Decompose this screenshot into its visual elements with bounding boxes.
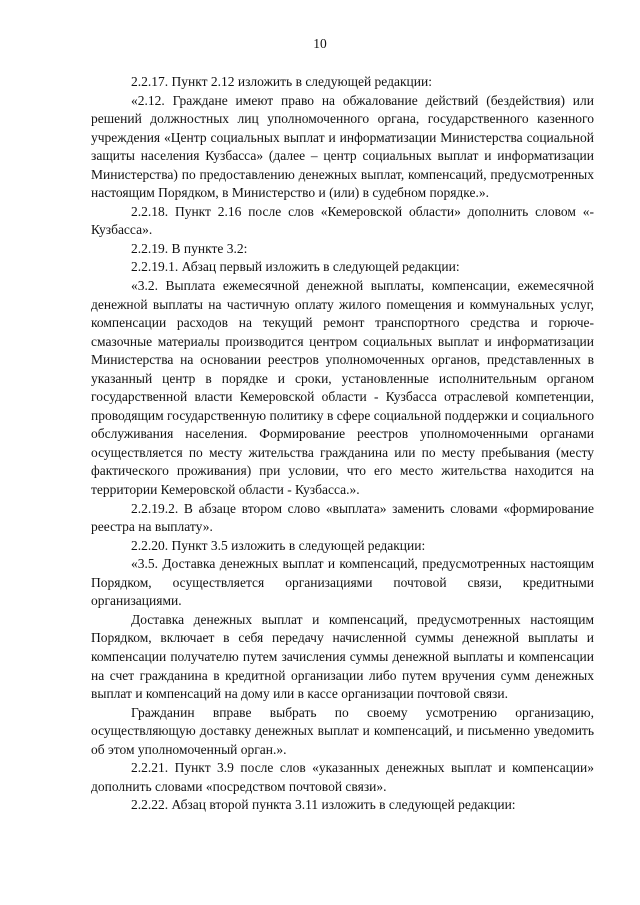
paragraph: 2.2.17. Пункт 2.12 изложить в следующей редакции: xyxy=(131,74,432,89)
paragraph: Доставка денежных выплат и компенсаций, предусмотренных настоящим Порядком, включает в себя передачу начисленной суммы денежной выплаты и компенсации получателю путем зачисления суммы денежной выплаты и компенсации на счет гражданина в кредитной организации либо путем вручения сумм денежных выплат и компенсаций на дому или в кассе организации почтовой связи. xyxy=(91,611,594,702)
page-number: 10 xyxy=(313,36,327,51)
paragraph: 2.2.19. В пункте 3.2: xyxy=(131,240,248,256)
paragraph: 2.2.19.2. В абзаце втором слово «выплата» заменить словами «формирование реестра на выплату». xyxy=(91,500,594,535)
paragraph: 2.2.22. Абзац второй пункта 3.11 изложить в следующей редакции: xyxy=(131,797,516,813)
paragraph: 2.2.21. Пункт 3.9 после слов «указанных денежных выплат и компенсации» дополнить словами «посредством почтовой связи». xyxy=(91,760,594,794)
paragraph: 2.2.20. Пункт 3.5 изложить в следующей редакции: xyxy=(131,537,426,553)
paragraph: «3.5. Доставка денежных выплат и компенсаций, предусмотренных настоящим Порядком, осуществляется организациями почтовой связи, кредитными организациями. xyxy=(91,556,594,609)
paragraph: 2.2.19.1. Абзац первый изложить в следующей редакции: xyxy=(131,259,460,275)
paragraph: Гражданин вправе выбрать по своему усмотрению организацию, осуществляющую доставку денежных выплат и компенсаций, и письменно уведомить об этом уполномоченный орган.». xyxy=(91,704,594,757)
paragraph: «2.12. Граждане имеют право на обжалование действий (бездействия) или решений должностных лиц уполномоченного органа, государственного казенного учреждения «Центр социальных выплат и информатизации Министерства социальной защиты населения Кузбасса» (далее – центр социальных выплат и информатизации Министерства) по предоставлению денежных выплат, компенсаций, предусмотренных настоящим Порядком, в Министерство и (или) в судебном порядке.». xyxy=(91,92,594,201)
paragraph: «3.2. Выплата ежемесячной денежной выплаты, компенсации, ежемесячной денежной выплаты на частичную оплату жилого помещения и коммунальных услуг, компенсации расходов на текущий ремонт транспортного средства и горюче-смазочные материалы производится центром социальных выплат и информатизации Министерства на основании реестров уполномоченных органов, представленных в указанный центр в порядке и сроки, установленные исполнительным органом государственной власти Кемеровской области - Кузбасса отраслевой компетенции, проводящим государственную политику в сфере социальной поддержки и социального обслуживания населения. Формирование реестров уполномоченными органами осуществляется по месту жительства гражданина или по месту пребывания (месту фактического проживания) при условии, что его место жительства находится на территории Кемеровской области - Кузбасса.». xyxy=(91,278,594,498)
document-body xyxy=(91,73,594,815)
paragraph: 2.2.18. Пункт 2.16 после слов «Кемеровской области» дополнить словом «- Кузбасса». xyxy=(91,203,594,238)
